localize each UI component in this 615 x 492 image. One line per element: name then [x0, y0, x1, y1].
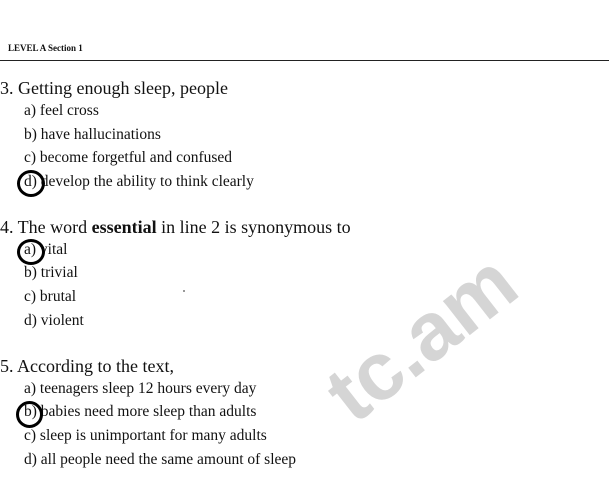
question-3-option-c[interactable]: c) become forgetful and confused	[24, 149, 233, 166]
question-5-option-c[interactable]: c) sleep is unimportant for many adults	[24, 427, 267, 444]
question-4-stem	[0, 216, 351, 238]
scan-speck	[183, 290, 185, 292]
answer-circle-mark	[16, 401, 43, 428]
question-5-option-d[interactable]: d) all people need the same amount of sleep	[24, 451, 297, 468]
question-4-option-b[interactable]: b) trivial	[24, 264, 78, 281]
question-3-option-d[interactable]: d) develop the ability to think clearly	[24, 173, 254, 190]
watermark-logo: tc.am	[308, 236, 534, 440]
question-4-stem-keyword: essential	[91, 217, 157, 237]
question-4-option-d[interactable]: d) violent	[24, 312, 84, 329]
section-header: LEVEL A Section 1	[8, 43, 83, 53]
answer-circle-mark	[17, 239, 45, 265]
question-5-option-a[interactable]: a) teenagers sleep 12 hours every day	[24, 380, 257, 397]
question-4-stem-text-pre: 4. The word	[0, 217, 92, 237]
question-5-stem: 5. According to the text,	[0, 356, 174, 376]
question-4-option-a[interactable]: a) vital	[24, 241, 68, 258]
question-3-option-a[interactable]: a) feel cross	[24, 102, 99, 119]
answer-circle-mark	[17, 170, 45, 197]
question-3-stem: 3. Getting enough sleep, people	[0, 78, 228, 98]
question-3-option-b[interactable]: b) have hallucinations	[24, 126, 161, 143]
header-divider	[0, 60, 609, 61]
question-4-stem-text-post: in line 2 is synonymous to	[156, 217, 351, 237]
question-4-option-c[interactable]: c) brutal	[24, 288, 77, 305]
question-5-option-b[interactable]: b) babies need more sleep than adults	[24, 403, 257, 420]
